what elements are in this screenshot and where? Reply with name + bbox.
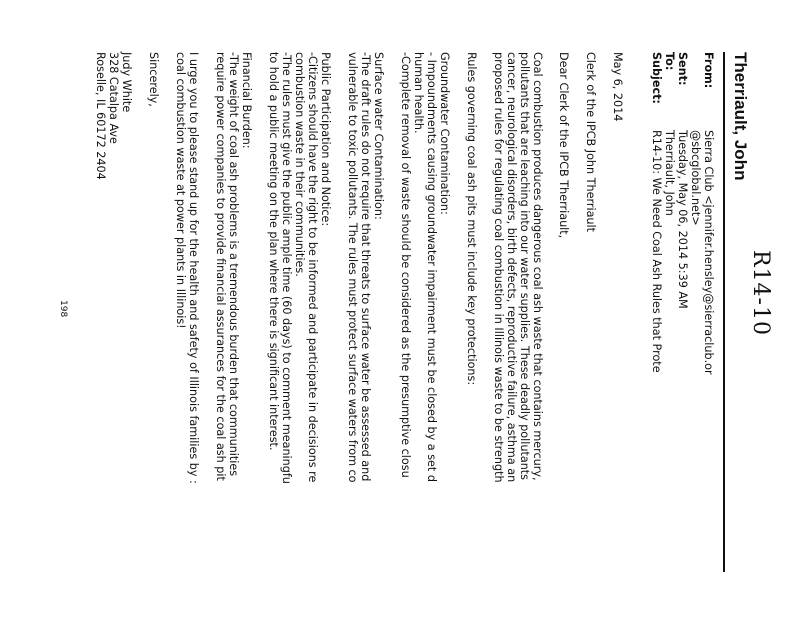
header-value-sent: Tuesday, May 06, 2014 5:39 AM: [676, 130, 689, 309]
paragraph-line: -The weight of coal ash problems is a tremendous burden that communities: [227, 52, 240, 477]
paragraph-line: human health.: [412, 52, 425, 134]
section-heading: Surface water Contamination:: [372, 52, 385, 220]
paragraph-line: Rules governing coal ash pits must include key protections:: [465, 52, 478, 386]
sender-name: Therriault, John: [731, 52, 750, 181]
docket-number: R14-10: [748, 250, 773, 336]
paragraph-line: I urge you to please stand up for the health and safety of Illinois families by :: [187, 52, 200, 484]
page-number: 198: [58, 300, 68, 318]
salutation: Dear Clerk of the IPCB Therriault,: [557, 52, 570, 239]
header-value-to: Therriault, John: [663, 130, 676, 216]
signer-city: Roselle, IL 60172 2404: [94, 52, 107, 180]
closing: Sincerely,: [147, 52, 160, 107]
paragraph-line: cancer, neurological disorders, birth defects, reproductive failure, asthma an: [505, 52, 518, 483]
paragraph-line: - Impoundments causing groundwater impairment must be closed by a set d: [425, 52, 438, 482]
signer-name: Judy White: [120, 52, 133, 113]
paragraph-line: combustion waste in their communities.: [293, 52, 306, 277]
header-value-from-cont: @sbcglobal.net>: [689, 130, 702, 226]
paragraph-line: -Complete removal of waste should be considered as the presumptive closu: [399, 52, 412, 478]
paragraph-line: -Citizens should have the right to be informed and participate in decisions re: [306, 52, 319, 483]
paragraph-line: require power companies to provide financial assurances for the coal ash pit: [214, 52, 227, 481]
paragraph-line: vulnerable to toxic pollutants. The rules must protect surface waters from co: [346, 52, 359, 483]
recipient-line: Clerk of the IPCB John Therriault: [584, 52, 597, 233]
header-value-from: Sierra Club <jennifer.hensley@sierraclub.or: [702, 130, 715, 375]
letter-date: May 6, 2014: [611, 52, 624, 122]
paragraph-line: Coal combustion produces dangerous coal ash waste that contains mercury,: [531, 52, 544, 481]
paragraph-line: proposed rules for regulating coal combustion in Illinois waste to be strength: [492, 52, 505, 483]
signer-street: 328 Catalpa Ave: [107, 52, 120, 144]
paragraph-line: to hold a public meeting on the plan where there is significant interest.: [267, 52, 280, 451]
paragraph-line: pollutants that are leaching into our water supplies. These deadly pollutants: [518, 52, 531, 480]
header-label-sent: Sent:: [676, 52, 689, 86]
section-heading: Public Participation and Notice:: [319, 52, 332, 227]
header-label-to: To:: [663, 52, 676, 71]
section-heading: Financial Burden:: [240, 52, 253, 149]
header-value-subject: R14-10: We Need Coal Ash Rules that Prote: [650, 130, 663, 373]
header-label-from: From:: [702, 52, 715, 89]
section-heading: Groundwater Contamination:: [438, 52, 451, 215]
header-divider: [723, 52, 725, 572]
header-label-subject: Subject:: [650, 52, 663, 104]
paragraph-line: coal combustion waste at power plants in Illinois!: [174, 52, 187, 329]
paragraph-line: -The draft rules do not require that threats to surface water be assessed and: [359, 52, 372, 482]
paragraph-line: -The rules must give the public ample time (60 days) to comment meaningfu: [280, 52, 293, 484]
